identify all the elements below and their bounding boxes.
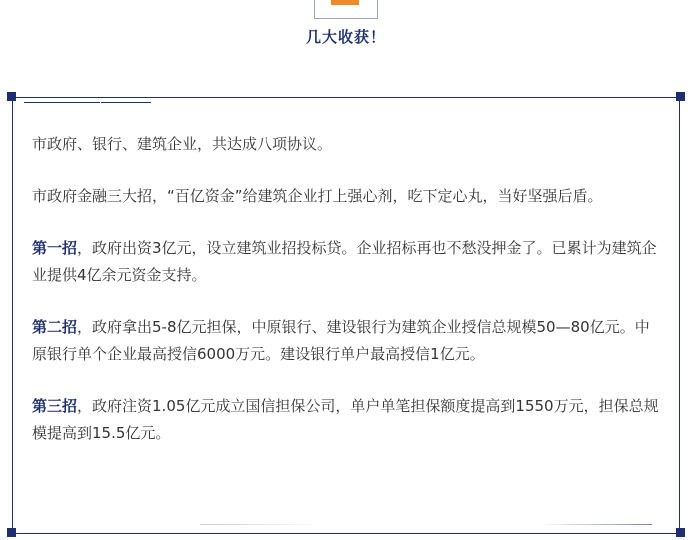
paragraph-text: ，政府注资1.05亿元成立国信担保公司，单户单笔担保额度提高到1550万元，担保总规模提高到15.5亿元。 [32, 397, 659, 442]
top-decor-line [101, 102, 151, 103]
paragraph-text: 市政府金融三大招，“百亿资金”给建筑企业打上强心剂，吃下定心丸，当好坚强后盾。 [32, 187, 603, 205]
title-accent-bar [331, 0, 359, 5]
paragraph-measure-1 [32, 235, 662, 289]
bottom-decor-line [540, 524, 652, 525]
paragraph-measure-2 [32, 314, 662, 368]
corner-top-right [676, 92, 685, 101]
section-title: 几大收获！ [305, 28, 386, 46]
corner-top-left [7, 92, 16, 101]
top-decor-line [24, 102, 100, 103]
corner-bottom-right [676, 528, 685, 537]
measure-lead: 第一招 [32, 239, 78, 257]
paragraph-intro [32, 183, 662, 210]
measure-lead: 第三招 [32, 397, 78, 415]
paragraph-measure-3 [32, 393, 662, 447]
paragraph-text: ，政府拿出5-8亿元担保，中原银行、建设银行为建筑企业授信总规模50—80亿元。中原银行单个企业最高授信6000万元。建设银行单户最高授信1亿元。 [32, 318, 650, 363]
paragraph-agreements [32, 131, 662, 158]
paragraph-text: ，政府出资3亿元，设立建筑业招投标贷。企业招标再也不愁没押金了。已累计为建筑企业提供4亿余元资金支持。 [32, 239, 657, 284]
bottom-decor-line [200, 524, 320, 525]
paragraph-text: 市政府、银行、建筑企业，共达成八项协议。 [32, 135, 333, 153]
article-body [32, 131, 662, 472]
section-title-badge [305, 0, 386, 60]
measure-lead: 第二招 [32, 318, 78, 336]
corner-bottom-left [7, 528, 16, 537]
